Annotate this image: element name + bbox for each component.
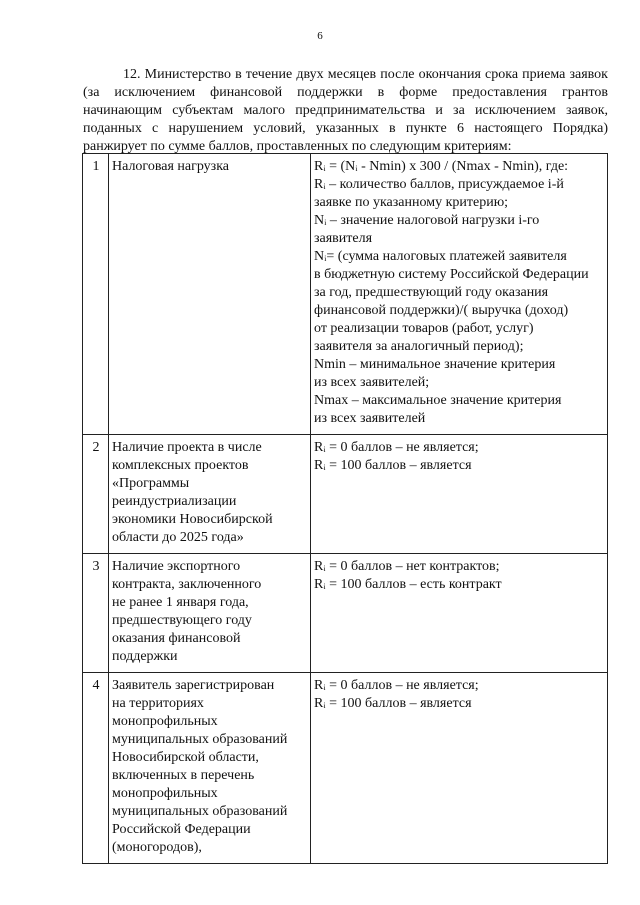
criterion-scores	[311, 673, 608, 864]
criterion-name-line: реиндустриализации	[112, 494, 237, 509]
criterion-name-line: контракта, заключенного	[112, 577, 262, 592]
score-line: Rᵢ = 0 баллов – нет контрактов;	[314, 559, 500, 574]
formula-line: Nmin – минимальное значение критерия	[314, 357, 556, 372]
criterion-formula	[311, 154, 608, 435]
score-line: Rᵢ = 0 баллов – не является;	[314, 678, 479, 693]
formula-line: из всех заявителей;	[314, 375, 430, 390]
table-row	[83, 673, 608, 864]
formula-line: Nᵢ= (сумма налоговых платежей заявителя	[314, 249, 567, 264]
row-number: 2	[83, 435, 109, 554]
formula-line: от реализации товаров (работ, услуг)	[314, 321, 534, 336]
criterion-name-line: Налоговая нагрузка	[112, 159, 230, 174]
criterion-name-line: области до 2025 года»	[112, 530, 244, 545]
criterion-name-line: включенных в перечень	[112, 768, 255, 783]
criterion-name-line: не ранее 1 января года,	[112, 595, 249, 610]
criterion-name-line: оказания финансовой	[112, 631, 241, 646]
criterion-name-line: Наличие проекта в числе	[112, 440, 262, 455]
criterion-name-line: (моногородов),	[112, 840, 202, 855]
criterion-name	[109, 154, 311, 435]
score-line: Rᵢ = 100 баллов – является	[314, 696, 472, 711]
criterion-name-line: поддержки	[112, 649, 178, 664]
intro-paragraph	[83, 66, 608, 156]
formula-line: заявителя	[314, 231, 373, 246]
criterion-name-line: на территориях	[112, 696, 204, 711]
criterion-name-line: Новосибирской области,	[112, 750, 259, 765]
criterion-name	[109, 554, 311, 673]
formula-line: Rᵢ – количество баллов, присуждаемое i-й	[314, 177, 564, 192]
criterion-name	[109, 435, 311, 554]
criterion-name-line: предшествующего году	[112, 613, 252, 628]
criterion-name-line: монопрофильных	[112, 714, 218, 729]
criterion-name-line: Наличие экспортного	[112, 559, 241, 574]
criterion-scores	[311, 435, 608, 554]
table-row	[83, 154, 608, 435]
formula-main: Rᵢ = (Nᵢ - Nmin) x 300 / (Nmax - Nmin), где:	[314, 159, 569, 174]
row-number: 3	[83, 554, 109, 673]
criterion-name	[109, 673, 311, 864]
score-line: Rᵢ = 0 баллов – не является;	[314, 440, 479, 455]
criteria-table	[82, 153, 608, 864]
table-row	[83, 435, 608, 554]
criterion-name-line: муниципальных образований	[112, 732, 288, 747]
intro-text: 12. Министерство в течение двух месяцев после окончания срока приема заявок (за исключением финансовой поддержки в форме предоставления грантов начинающим субъектам малого предпринимательства и за исключением заявок, поданных с нарушением условий, указанных в пункте 6 настоящего Порядка) ранжирует по сумме баллов, проставленных по следующим критериям:	[83, 67, 608, 154]
row-number: 4	[83, 673, 109, 864]
table-row	[83, 554, 608, 673]
score-line: Rᵢ = 100 баллов – есть контракт	[314, 577, 502, 592]
formula-line: финансовой поддержки)/( выручка (доход)	[314, 303, 569, 318]
criterion-name-line: комплексных проектов	[112, 458, 249, 473]
formula-line: в бюджетную систему Российской Федерации	[314, 267, 589, 282]
criterion-scores	[311, 554, 608, 673]
criterion-name-line: экономики Новосибирской	[112, 512, 273, 527]
formula-line: заявителя за аналогичный период);	[314, 339, 524, 354]
formula-line: за год, предшествующий году оказания	[314, 285, 549, 300]
criterion-name-line: «Программы	[112, 476, 190, 491]
formula-line: Nᵢ – значение налоговой нагрузки i-го	[314, 213, 540, 228]
row-number: 1	[83, 154, 109, 435]
formula-line: заявке по указанному критерию;	[314, 195, 509, 210]
formula-line: Nmax – максимальное значение критерия	[314, 393, 562, 408]
page-number: 6	[317, 30, 323, 42]
criterion-name-line: Заявитель зарегистрирован	[112, 678, 275, 693]
criterion-name-line: монопрофильных	[112, 786, 218, 801]
criterion-name-line: Российской Федерации	[112, 822, 251, 837]
score-line: Rᵢ = 100 баллов – является	[314, 458, 472, 473]
criterion-name-line: муниципальных образований	[112, 804, 288, 819]
formula-line: из всех заявителей	[314, 411, 426, 426]
